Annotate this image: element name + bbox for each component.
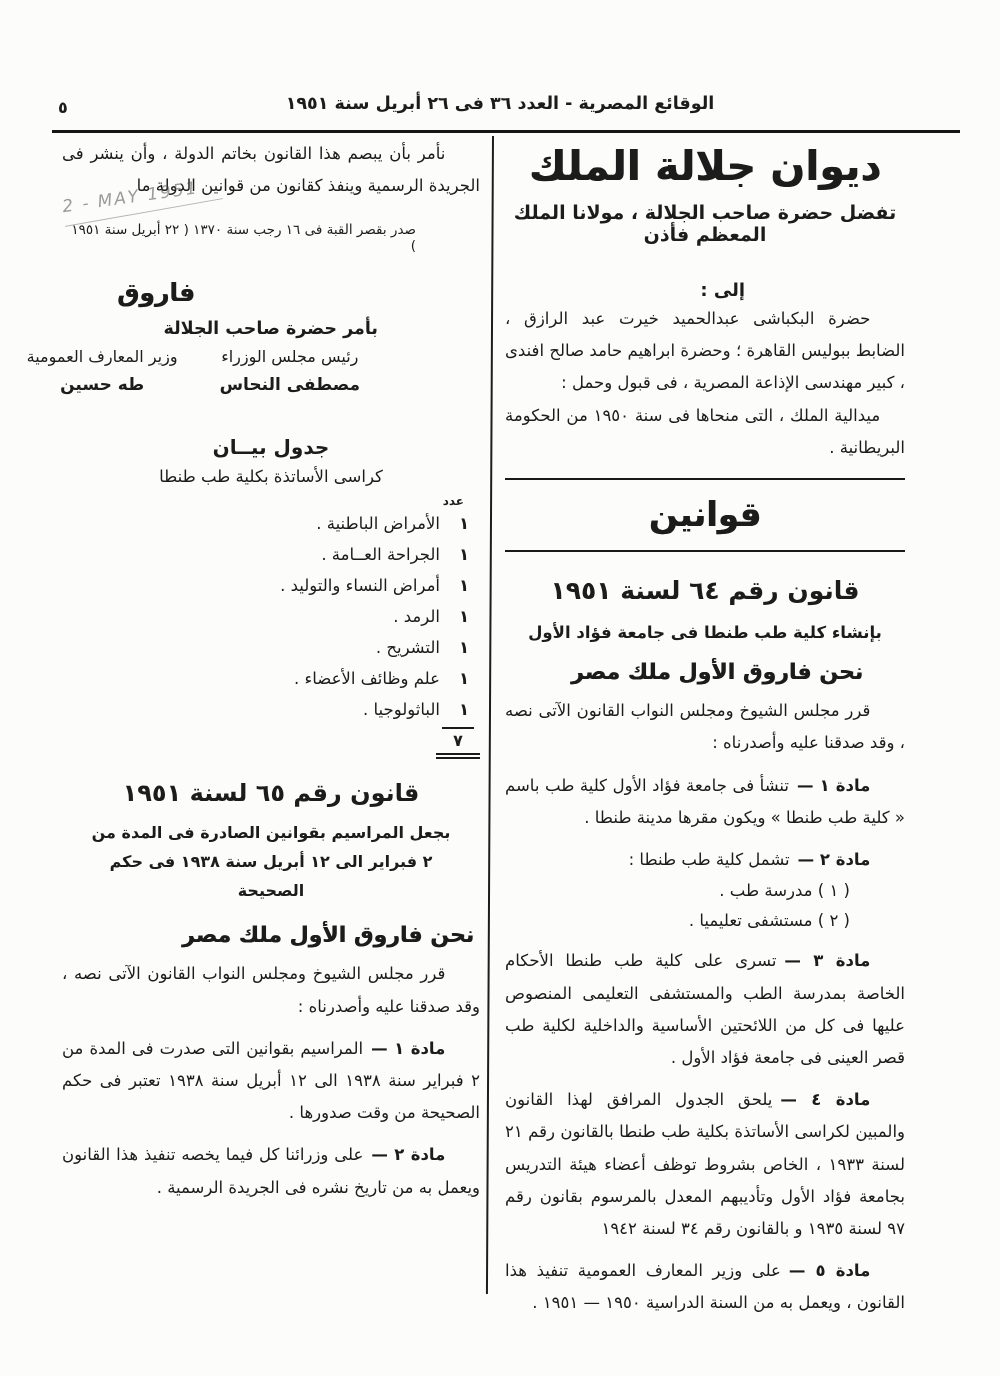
law65-subtitle: بجعل المراسيم بقوانين الصادرة فى المدة من ٢ فبراير الى ١٢ أبريل سنة ١٩٣٨ فى حكم الصحيحة <box>91 823 451 900</box>
article-label: مادة ٣ — <box>784 951 871 971</box>
law65-preamble: قرر مجلس الشيوخ ومجلس النواب القانون الآتى نصه ، وقد صدقنا عليه وأصدرناه : <box>62 964 480 1016</box>
article-label: مادة ٢ — <box>797 849 871 869</box>
chair-row <box>62 632 472 663</box>
chair-row <box>62 663 472 694</box>
masthead: الوقائع المصرية - العدد ٣٦ فى ٢٦ أبريل سنة ١٩٥١ <box>285 94 715 114</box>
article-text: تنشأ فى جامعة فؤاد الأول كلية طب باسم « كلية طب طنطا » ويكون مقرها مدينة طنطا . <box>505 775 905 827</box>
laws-banner: قوانين <box>648 494 762 535</box>
chairs-count-header: عدد <box>442 494 464 509</box>
by-order-line: بأمر حضرة صاحب الجلالة <box>163 319 378 340</box>
chair-count: ١ <box>458 669 470 689</box>
chair-row <box>62 694 472 725</box>
article-label: مادة ١ — <box>371 1038 446 1058</box>
chair-label: التشريح . <box>375 638 440 658</box>
medal-line: ميدالية الملك ، التى منحاها فى سنة ١٩٥٠ من الحكومة البريطانية . <box>505 405 905 457</box>
article-text: على وزرائنا كل فيما يخصه تنفيذ هذا القانون ويعمل به من تاريخ نشره فى الجريدة الرسمية . <box>62 1145 480 1197</box>
chair-label: علم وظائف الأعضاء . <box>293 669 440 689</box>
chair-label: الجراحة العــامة . <box>321 545 440 565</box>
signatory-name: مصطفى النحاس <box>219 375 360 396</box>
law-article <box>505 1255 905 1319</box>
law65-title: قانون رقم ٦٥ لسنة ١٩٥١ <box>122 779 420 808</box>
chairs-table-subtitle: كراسى الأساتذة بكلية طب طنطا <box>159 467 383 487</box>
law64-king-line: نحن فاروق الأول ملك مصر <box>571 660 863 686</box>
signatory-title: رئيس مجلس الوزراء <box>221 347 359 367</box>
chair-label: أمراض النساء والتوليد . <box>280 576 440 596</box>
law64-articles-a <box>505 770 905 877</box>
diwan-title: ديوان جلالة الملك <box>528 142 882 190</box>
signatory-name: طه حسين <box>60 375 145 396</box>
left-column <box>26 136 480 1204</box>
chairs-table-rows <box>62 508 480 725</box>
law64-sub-items <box>505 876 905 935</box>
article-text: تسرى على كلية طب طنطا الأحكام الخاصة بمدرسة الطب والمستشفى التعليمى المنصوص عليها فى كل من اللائحتين الأساسية والداخلية لكلية طب قصر العينى فى جامعة فؤاد الأول . <box>505 951 905 1067</box>
law-article <box>505 945 905 1074</box>
article-text: على وزير المعارف العمومية تنفيذ هذا القانون ، ويعمل به من السنة الدراسية ١٩٥٠ — ١٩٥١ . <box>505 1261 905 1313</box>
chair-row <box>62 539 472 570</box>
signatories-row <box>26 343 360 401</box>
chairs-total <box>436 727 480 759</box>
chair-count: ١ <box>458 576 470 596</box>
chairs-table-title: جدول بيــان <box>212 435 330 460</box>
law-article <box>505 844 905 876</box>
signatory-block <box>220 343 360 401</box>
article-label: مادة ١ — <box>797 775 871 795</box>
article-text: تشمل كلية طب طنطا : <box>628 849 790 869</box>
chairs-total-rule-bottom <box>436 753 480 759</box>
diwan-subtitle: تفضل حضرة صاحب الجلالة ، مولانا الملك المعظم فأذن <box>513 202 897 246</box>
chairs-total-value: ٧ <box>453 731 463 751</box>
article-text: يلحق الجدول المرافق لهذا القانون والمبين لكراسى الأساتذة بكلية طب طنطا بالقانون رقم ٢١ لسنة ١٩٣٣ ، الخاص بشروط توظف أعضاء هيئة التدريس بجامعة فؤاد الأول وتأديبهم المعدل بالمرسوم بقانون رقم ٩٧ لسنة ١٩٣٥ و بالقانون رقم ٣٤ لسنة ١٩٤٢ <box>505 1090 905 1238</box>
article-label: مادة ٥ — <box>788 1261 871 1281</box>
law65-articles <box>62 1033 480 1204</box>
chair-label: الرمد . <box>393 607 440 627</box>
chair-label: الباثولوجيا . <box>363 700 440 720</box>
column-divider <box>486 136 494 1294</box>
signatory-title: وزير المعارف العمومية <box>26 347 178 367</box>
chair-count: ١ <box>458 607 470 627</box>
article-label: مادة ٢ — <box>371 1145 446 1165</box>
law65-king-line: نحن فاروق الأول ملك مصر <box>182 923 474 949</box>
law64-sub-item: ( ٢ ) مستشفى تعليميا . <box>688 910 850 930</box>
chair-row <box>62 570 472 601</box>
law64-preamble: قرر مجلس الشيوخ ومجلس النواب القانون الآتى نصه ، وقد صدقنا عليه وأصدرناه : <box>505 701 905 753</box>
chair-row <box>62 508 472 539</box>
article-text: المراسيم بقوانين التى صدرت فى المدة من ٢ فبراير سنة ١٩٣٨ الى ١٢ أبريل سنة ١٩٣٨ تعتبر فى حكم الصحيحة من وقت صدورها . <box>62 1038 480 1123</box>
right-column <box>505 136 905 1319</box>
royal-signature: فاروق <box>116 278 195 308</box>
law64-sub-item: ( ١ ) مدرسة طب . <box>719 881 850 901</box>
law64-title: قانون رقم ٦٤ لسنة ١٩٥١ <box>550 576 860 606</box>
chair-label: الأمراض الباطنية . <box>316 514 440 534</box>
law64-articles-b <box>505 945 905 1319</box>
laws-banner-rule-top <box>505 478 905 480</box>
page-number: ٥ <box>58 98 68 117</box>
law-article <box>505 1084 905 1245</box>
recipients-paragraph: حضرة البكباشى عبدالحميد خيرت عبد الرازق ، الضابط ببوليس القاهرة ؛ وحضرة ابراهيم حامد صالح افندى ، كبير مهندسى الإذاعة المصرية ، فى قبول وحمل : <box>505 309 905 393</box>
article-label: مادة ٤ — <box>780 1090 871 1110</box>
law-article <box>505 770 905 834</box>
chair-count: ١ <box>458 700 470 720</box>
chair-count: ١ <box>458 545 470 565</box>
signatory-block <box>27 343 178 401</box>
laws-banner-rule-bottom <box>505 550 905 552</box>
to-line: إلى : <box>700 280 745 301</box>
content-columns <box>0 136 1000 1319</box>
chair-count: ١ <box>458 638 470 658</box>
law-article <box>62 1033 480 1130</box>
issued-line: صدر بقصر القبة فى ١٦ رجب سنة ١٣٧٠ ( ٢٢ أبريل سنة ١٩٥١ ) <box>71 222 416 255</box>
seal-order-paragraph: نأمر بأن يبصم هذا القانون بخاتم الدولة ، وأن ينشر فى الجريدة الرسمية وينفذ كقانون من قوانين الدولة ما <box>62 144 480 196</box>
header-rule <box>52 130 960 133</box>
law64-subtitle: بإنشاء كلية طب طنطا فى جامعة فؤاد الأول <box>528 623 882 643</box>
date-stamp-text: 2 - MAY 1951 <box>61 178 200 218</box>
chair-row <box>62 601 472 632</box>
chair-count: ١ <box>458 514 470 534</box>
law-article <box>62 1139 480 1203</box>
